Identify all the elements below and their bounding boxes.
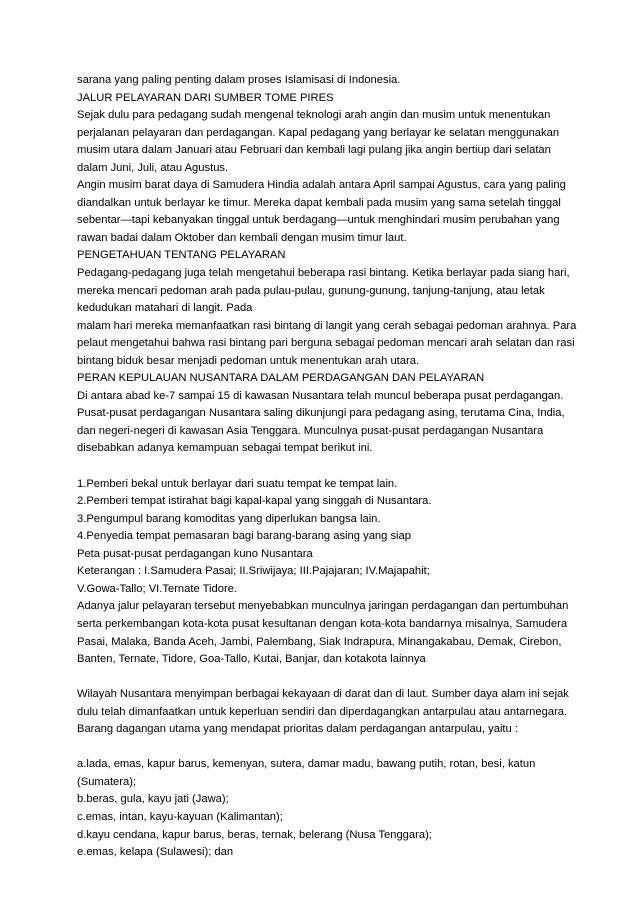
blank-line [77,739,582,757]
text-line: disebabkan adanya kemampuan sebagai tempat berikut ini. [77,442,373,455]
text-line: Banten, Ternate, Tidore, Goa-Tallo, Kutai, Banjar, dan kotakota lainnya [77,653,426,666]
text-line: Wilayah Nusantara menyimpan berbagai kekayaan di darat dan di laut. Sumber daya alam ini sejak [77,688,569,701]
text-line: sarana yang paling penting dalam proses Islamisasi di Indonesia. [77,74,401,86]
text-line: c.emas, intan, kayu-kayuan (Kalimantan); [77,810,283,823]
text-line: malam hari mereka memanfaatkan rasi bintang di langit yang cerah sebagai pedoman arahnya. Para [77,319,577,332]
text-line: e.emas, kelapa (Sulawesi); dan [77,846,234,859]
text-line: Pusat-pusat perdagangan Nusantara saling dikunjungi para pedagang asing, terutama Cina, India, [77,407,565,420]
text-line: b.beras, gula, kayu jati (Jawa); [77,793,229,806]
text-line: perjalanan pelayaran dan perdagangan. Kapal pedagang yang berlayar ke selatan menggunakan [77,126,560,139]
blank-line [77,458,582,476]
text-line: Adanya jalur pelayaran tersebut menyebabkan munculnya jaringan perdagangan dan pertumbuhan [77,600,569,613]
text-line: 3.Pengumpul barang komoditas yang diperlukan bangsa lain. [77,512,381,525]
text-line: JALUR PELAYARAN DARI SUMBER TOME PIRES [77,91,334,104]
text-line: d.kayu cendana, kapur barus, beras, ternak, belerang (Nusa Tenggara); [77,828,432,841]
text-line: PERAN KEPULAUAN NUSANTARA DALAM PERDAGANGAN DAN PELAYARAN [77,372,485,385]
text-line: bintang biduk besar menjadi pedoman untuk menentukan arah utara. [77,354,420,367]
text-line: kedudukan matahari di langit. Pada [77,302,253,315]
text-line: diandalkan untuk berlayar ke timur. Mereka dapat kembali pada musim yang sama setelah tinggal [77,196,561,209]
text-line: Peta pusat-pusat perdagangan kuno Nusantara [77,547,313,560]
text-line: Pedagang-pedagang juga telah mengetahui beberapa rasi bintang. Ketika berlayar pada siang hari, [77,267,570,280]
text-line: (Sumatera); [77,775,137,788]
text-line: 2.Pemberi tempat istirahat bagi kapal-kapal yang singgah di Nusantara. [77,495,432,508]
text-line: rawan badai dalam Oktober dan kembali dengan musim timur laut. [77,231,407,244]
text-line: Keterangan : I.Samudera Pasai; II.Sriwijaya; III.Pajajaran; IV.Majapahit; [77,565,430,578]
text-line: Angin musim barat daya di Samudera Hindia adalah antara April sampai Agustus, cara yang paling [77,179,566,192]
text-line: 4.Penyedia tempat pemasaran bagi barang-barang asing yang siap [77,530,411,543]
text-line: sebentar—tapi kebanyakan tinggal untuk berdagang—untuk menghindari musim perubahan yang [77,214,560,227]
text-line: Barang dagangan utama yang mendapat prioritas dalam perdagangan antarpulau, yaitu : [77,723,518,736]
text-line: Pasai, Malaka, Banda Aceh, Jambi, Palembang, Siak Indrapura, Minangakabau, Demak, Cirebon, [77,635,562,648]
text-line: V.Gowa-Tallo; VI.Ternate Tidore. [77,582,238,595]
blank-line [77,669,582,687]
text-line: dulu telah dimanfaatkan untuk keperluan sendiri dan diperdagangkan antarpulau atau antarnegara. [77,705,568,718]
text-line: dan negeri-negeri di kawasan Asia Tenggara. Munculnya pusat-pusat perdagangan Nusantara [77,424,544,437]
text-line: dalam Juni, Juli, atau Agustus. [77,161,229,174]
document-page [77,72,582,862]
text-line: musim utara dalam Januari atau Februari dan kembali lagi pulang jika angin bertiup dari selatan [77,144,551,157]
text-line: PENGETAHUAN TENTANG PELAYARAN [77,249,286,262]
text-line: serta perkembangan kota-kota pusat kesultanan dengan kota-kota bandarnya misalnya, Samudera [77,617,568,630]
text-line: mereka mencari pedoman arah pada pulau-pulau, gunung-gunung, tanjung-tanjung, atau letak [77,284,545,297]
text-line: Di antara abad ke-7 sampai 15 di kawasan Nusantara telah muncul beberapa pusat perdagangan. [77,389,564,402]
text-line: a.lada, emas, kapur barus, kemenyan, sutera, damar madu, bawang putih, rotan, besi, katun [77,758,536,771]
text-line: Sejak dulu para pedagang sudah mengenal teknologi arah angin dan musim untuk menentukan [77,109,551,122]
text-line: 1.Pemberi bekal untuk berlayar dari suatu tempat ke tempat lain. [77,477,398,490]
text-line: pelaut mengetahui bahwa rasi bintang pari berguna sebagai pedoman mencari arah selatan dan rasi [77,337,575,350]
